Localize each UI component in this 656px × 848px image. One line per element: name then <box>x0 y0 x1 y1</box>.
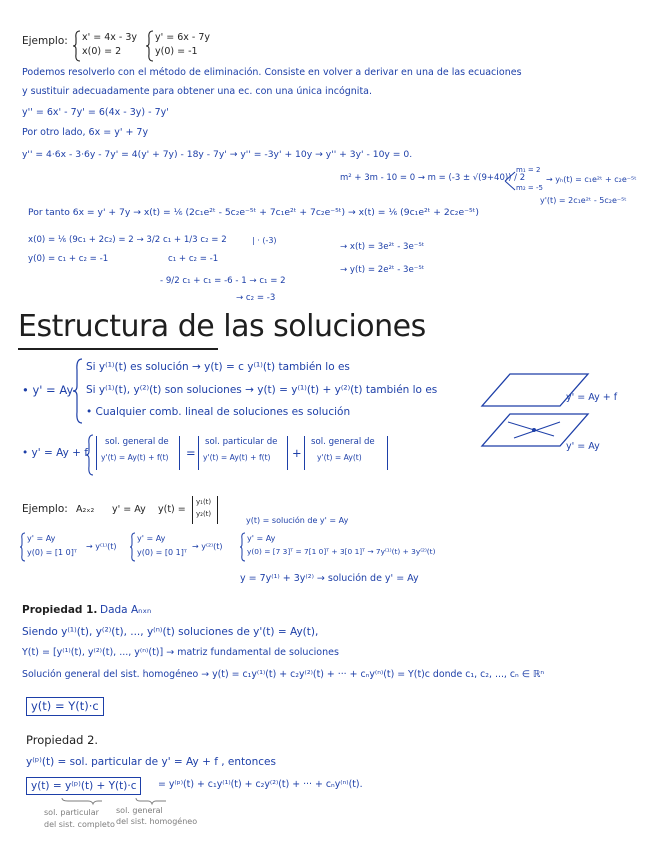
term-line: y'(t) = Ay(t) + f(t) <box>203 453 271 462</box>
property-title: Propiedad 2. <box>26 733 99 747</box>
root: m₁ = 2 <box>516 166 541 174</box>
brace-icon <box>73 30 81 62</box>
system-line: x' = 4x - 3y <box>82 32 138 43</box>
nonhomog-label: • y' = Ay + f <box>22 447 88 459</box>
initial-condition: y(0) = c₁ + c₂ = -1 <box>28 254 109 264</box>
example-label: Ejemplo: <box>22 35 68 47</box>
system-line: x(0) = 2 <box>82 46 122 57</box>
ivp-line: y' = Ay <box>137 534 166 543</box>
planes-diagram <box>480 370 590 450</box>
footnote: del sist. completo <box>44 820 115 829</box>
paragraph: Podemos resolverlo con el método de eliminación. Consiste en volver a derivar en una de las ecuaciones <box>22 67 522 78</box>
system-line: y(0) = -1 <box>155 46 198 57</box>
system-line: y' = 6x - 7y <box>155 32 211 43</box>
bracket-box <box>198 436 288 470</box>
brace-icon <box>73 358 83 424</box>
equation: m² + 3m - 10 = 0 → m = (-3 ± √(9+40)) / 2 <box>340 173 526 183</box>
homogeneous-solution: → yₕ(t) = c₁e²ᵗ + c₂e⁻⁵ᵗ <box>546 175 637 184</box>
property-line: Y(t) = [y⁽¹⁾(t), y⁽²⁾(t), ..., y⁽ⁿ⁾(t)] → matriz fundamental de soluciones <box>22 647 339 658</box>
brace-icon <box>240 532 246 562</box>
property-line: • Cualquier comb. lineal de soluciones es solución <box>86 406 351 418</box>
boxed-formula: y(t) = Y(t)·c <box>26 697 104 716</box>
ivp-line: y(0) = [7 3]ᵀ = 7[1 0]ᵀ + 3[0 1]ᵀ → 7y⁽¹⁾(t) + 3y⁽²⁾(t) <box>247 547 436 556</box>
brace-icon <box>86 434 94 476</box>
equation: Por tanto 6x = y' + 7y → x(t) = ⅙ (2c₁e²ᵗ - 5c₂e⁻⁵ᵗ + 7c₁e²ᵗ + 7c₂e⁻⁵ᵗ) → x(t) = ⅙ (9c₁e²ᵗ + 2c₂e⁻⁵ᵗ) <box>28 207 479 218</box>
root: m₂ = -5 <box>516 184 543 192</box>
property-title: Propiedad 1. <box>22 604 98 616</box>
initial-condition: x(0) = ⅙ (9c₁ + 2c₂) = 2 → 3/2 c₁ + 1/3 c₂ = 2 <box>28 235 227 245</box>
operation-note: | · (-3) <box>252 236 277 245</box>
term-line: sol. general de <box>105 437 169 447</box>
equation: → c₂ = -3 <box>236 293 276 303</box>
equation: Por otro lado, 6x = y' + 7y <box>22 127 149 138</box>
footnote: sol. particular <box>44 808 99 817</box>
solution-y: → y(t) = 2e²ᵗ - 3e⁻⁵ᵗ <box>340 265 425 275</box>
equation: y'' = 4·6x - 3·6y - 7y' = 4(y' + 7y) - 18y - 7y' → y'' = -3y' + 10y → y'' + 3y' - 10y = 0. <box>22 149 413 160</box>
ivp-line: y' = Ay <box>27 534 56 543</box>
term-line: y'(t) = Ay(t) <box>317 453 362 462</box>
bracket-box <box>304 436 388 470</box>
property-subtitle: Dada Aₙₓₙ <box>100 604 152 616</box>
brace-icon <box>130 532 136 562</box>
vector-entry: y₁(t) <box>196 498 212 506</box>
ivp-line: y(0) = [0 1]ᵀ <box>137 548 187 557</box>
paragraph: y sustituir adecuadamente para obtener una ec. con una única incógnita. <box>22 86 373 97</box>
term-line: y'(t) = Ay(t) + f(t) <box>101 453 169 462</box>
homog-label: • y' = Ay <box>22 383 74 397</box>
ivp-result: → y⁽²⁾(t) <box>192 542 223 551</box>
section-title: Estructura de las soluciones <box>18 309 426 344</box>
property-line: Siendo y⁽¹⁾(t), y⁽²⁾(t), ..., y⁽ⁿ⁾(t) soluciones de y'(t) = Ay(t), <box>22 626 319 638</box>
example-label: Ejemplo: <box>22 503 68 515</box>
equation: c₁ + c₂ = -1 <box>168 254 219 264</box>
bracket-box <box>96 436 180 470</box>
title-underline <box>18 348 218 350</box>
equation: - 9/2 c₁ + c₁ = -6 - 1 → c₁ = 2 <box>160 276 286 286</box>
plane-label: y' = Ay <box>566 441 600 452</box>
solution-x: → x(t) = 3e²ᵗ - 3e⁻⁵ᵗ <box>340 242 425 252</box>
underbrace-icon <box>60 797 140 805</box>
property-line: Solución general del sist. homogéneo → y(t) = c₁y⁽¹⁾(t) + c₂y⁽²⁾(t) + ··· + cₙy⁽ⁿ⁾(t) = Y(t)c donde c₁, c₂, ..., cₙ ∈ ℝⁿ <box>22 669 545 680</box>
branch-icon <box>504 170 516 192</box>
property-line: Si y⁽¹⁾(t), y⁽²⁾(t) son soluciones → y(t) = y⁽¹⁾(t) + y⁽²⁾(t) también lo es <box>86 384 438 396</box>
vector-entry: y₂(t) <box>196 510 212 518</box>
equation: y'' = 6x' - 7y' = 6(4x - 3y) - 7y' <box>22 107 169 118</box>
annotation: y(t) = solución de y' = Ay <box>246 516 349 525</box>
property-line: = y⁽ᵖ⁾(t) + c₁y⁽¹⁾(t) + c₂y⁽²⁾(t) + ··· + cₙy⁽ⁿ⁾(t). <box>158 779 363 790</box>
ivp-line: y(0) = [1 0]ᵀ <box>27 548 77 557</box>
plane-label: y' = Ay + f <box>566 392 618 403</box>
ivp-line: y' = Ay <box>247 534 276 543</box>
system: y' = Ay <box>112 504 146 515</box>
vector-label: y(t) = <box>158 504 186 515</box>
term-line: sol. general de <box>311 437 375 447</box>
ivp-result: → y⁽¹⁾(t) <box>86 542 117 551</box>
vector <box>192 496 218 524</box>
term-line: sol. particular de <box>205 437 278 447</box>
property-line: Si y⁽¹⁾(t) es solución → y(t) = c y⁽¹⁾(t) también lo es <box>86 361 350 373</box>
example-result: y = 7y⁽¹⁾ + 3y⁽²⁾ → solución de y' = Ay <box>240 573 419 584</box>
derivative: y'(t) = 2c₁e²ᵗ - 5c₂e⁻⁵ᵗ <box>540 196 627 205</box>
footnote: sol. general <box>116 806 163 815</box>
brace-icon <box>20 532 26 562</box>
plus-sign: + <box>292 446 302 460</box>
equals-sign: = <box>186 446 196 460</box>
brace-icon <box>146 30 154 62</box>
boxed-formula: y(t) = y⁽ᵖ⁾(t) + Y(t)·c <box>26 777 141 795</box>
footnote: del sist. homogéneo <box>116 817 198 826</box>
matrix-dimension: A₂ₓ₂ <box>76 504 95 515</box>
property-line: y⁽ᵖ⁾(t) = sol. particular de y' = Ay + f , entonces <box>26 756 276 768</box>
